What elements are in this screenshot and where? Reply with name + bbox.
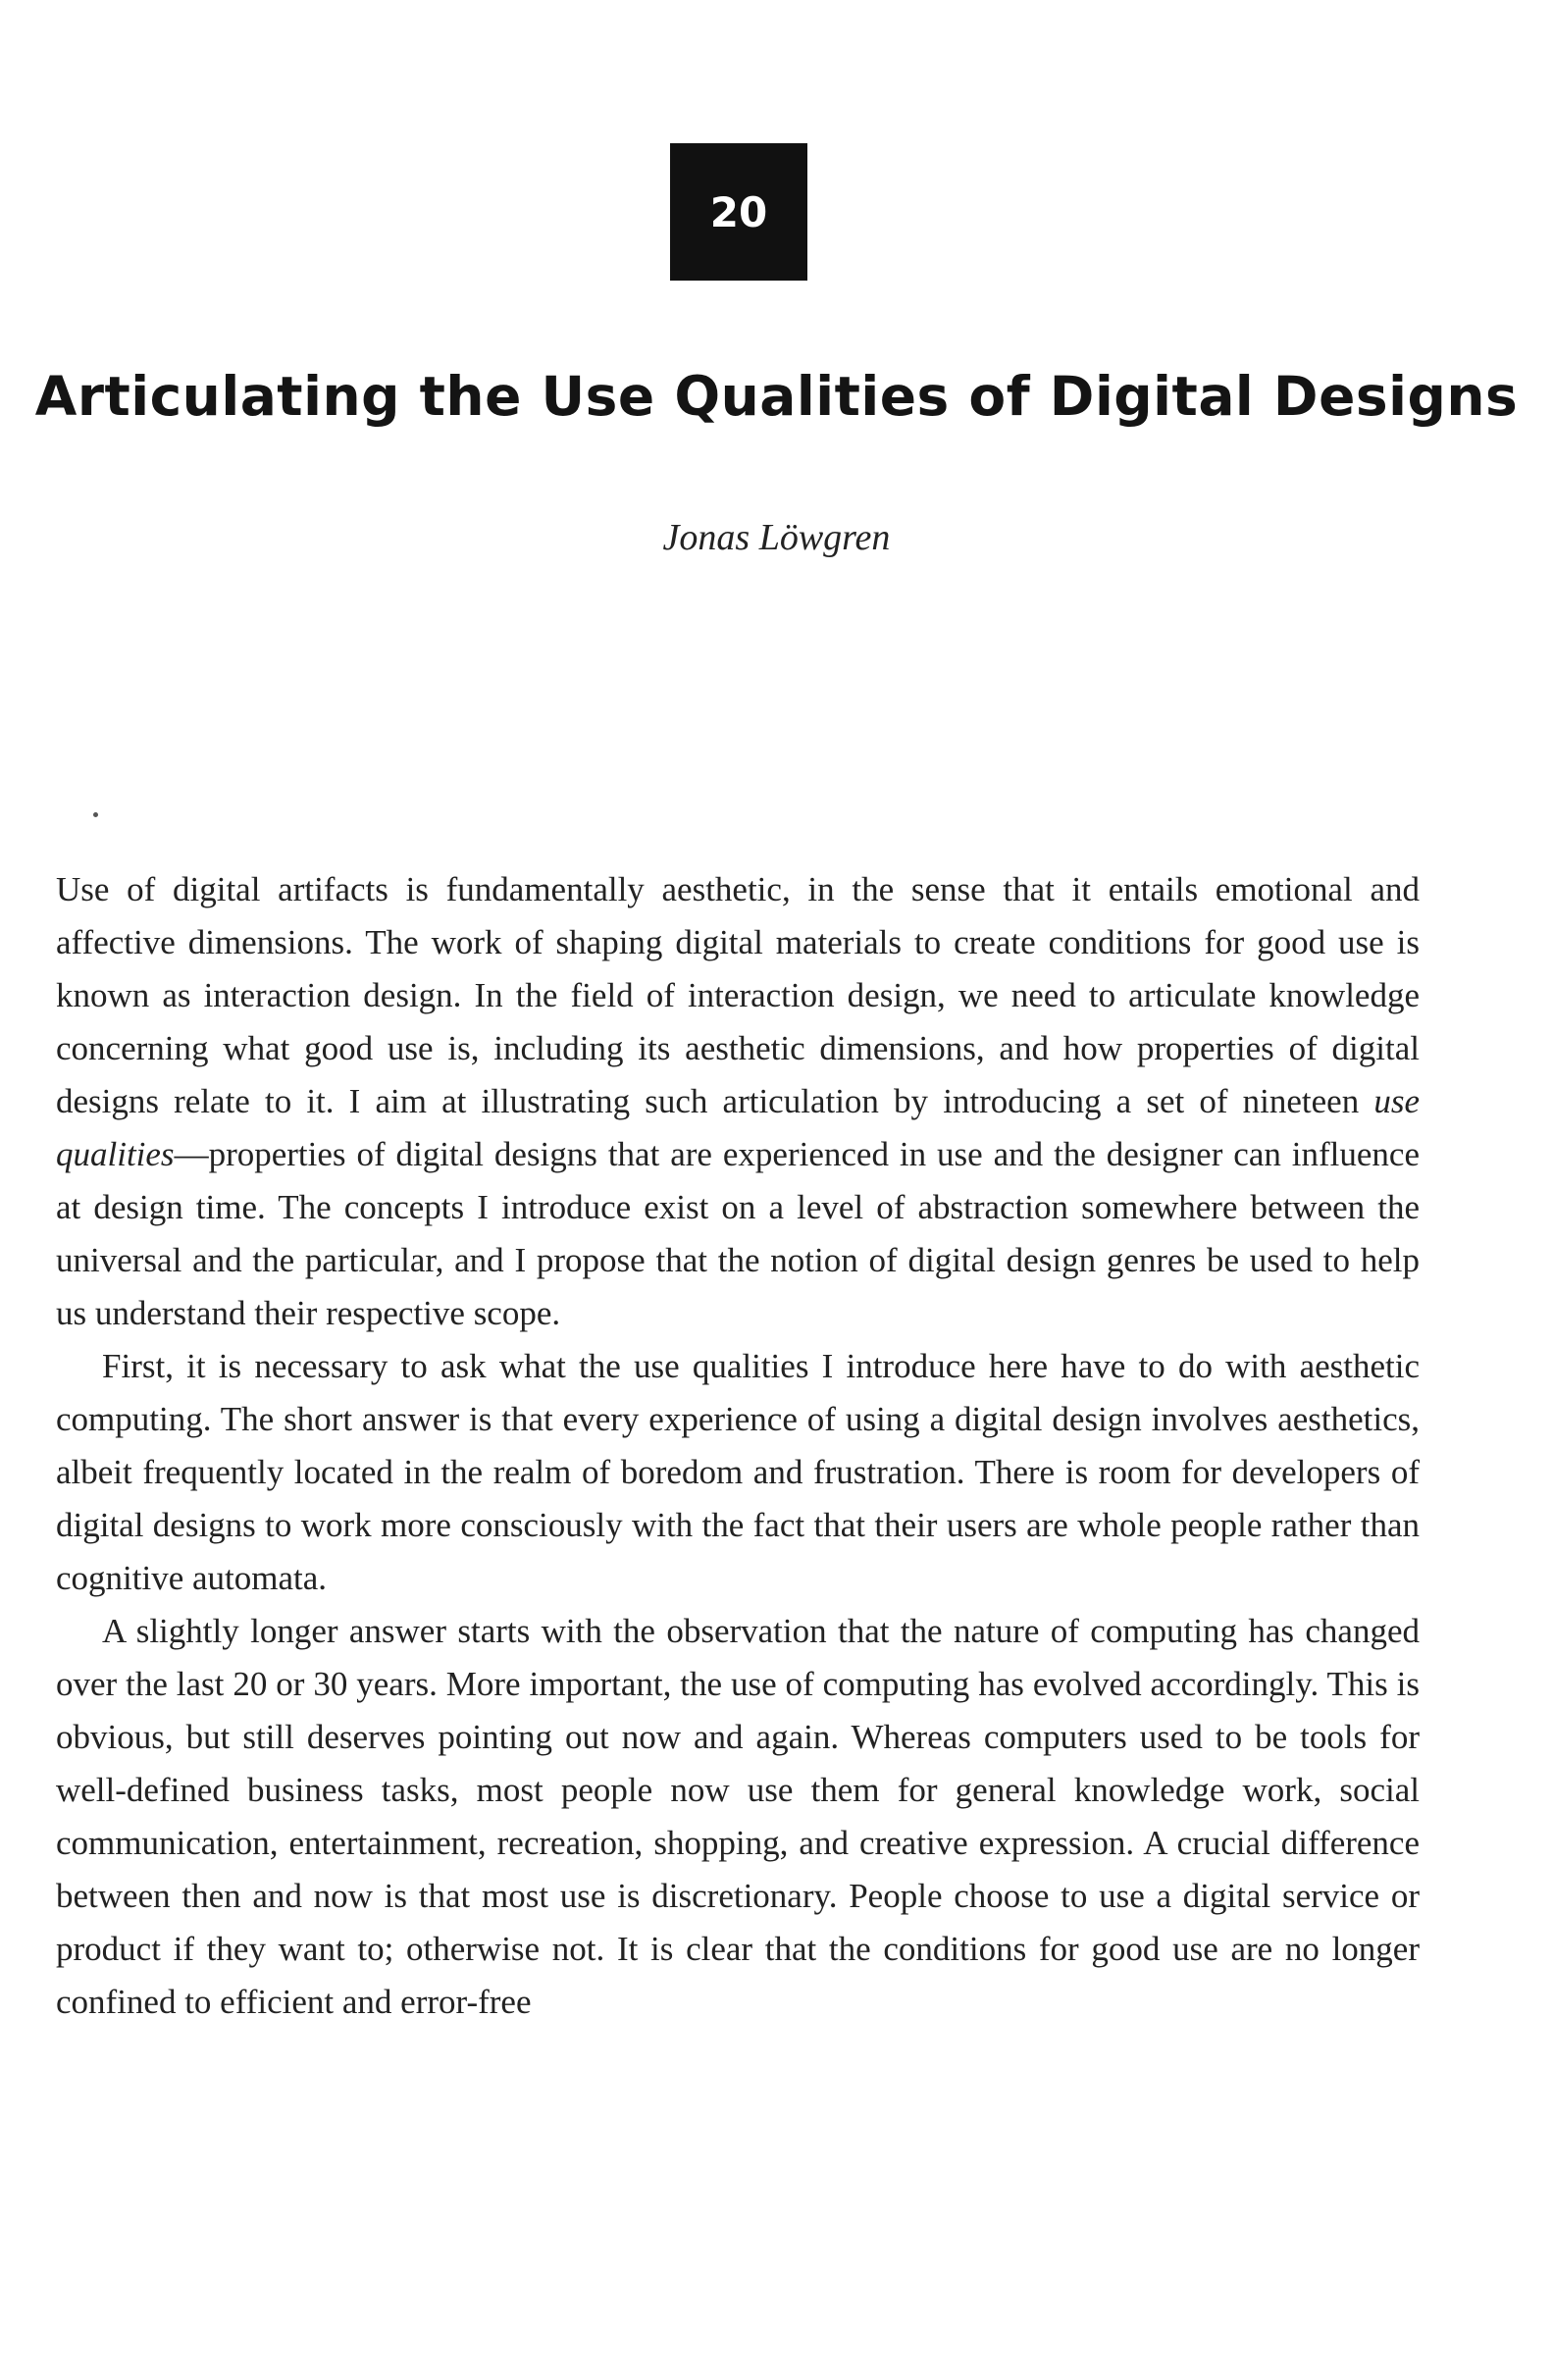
body-text <box>56 863 1420 2029</box>
scan-speck <box>93 812 98 817</box>
paragraph-2: First, it is necessary to ask what the use qualities I introduce here have to do with aesthetic computing. The short answer is that every experience of using a digital design involves aesthetics, albeit frequently located in the realm of boredom and frustration. There is room for developers of digital designs to work more consciously with the fact that their users are whole people rather than cognitive automata. <box>56 1347 1420 1597</box>
paragraph-3: A slightly longer answer starts with the observation that the nature of computing has changed over the last 20 or 30 years. More important, the use of computing has evolved accordingly. This is obvious, but still deserves pointing out now and again. Whereas computers used to be tools for well-defined business tasks, most people now use them for general knowledge work, social communication, entertainment, recreation, shopping, and creative expression. A crucial difference between then and now is that most use is discretionary. People choose to use a digital service or product if they want to; otherwise not. It is clear that the conditions for good use are no longer confined to efficient and error-free <box>56 1612 1420 2021</box>
paragraph-1 <box>56 863 1420 1340</box>
chapter-number: 20 <box>709 187 768 236</box>
chapter-title: Articulating the Use Qualities of Digital Designs <box>34 365 1519 428</box>
chapter-number-box <box>670 143 807 281</box>
author-name: Jonas Löwgren <box>662 517 891 558</box>
paragraph-1-part-1: Use of digital artifacts is fundamentally aesthetic, in the sense that it entails emotional and affective dimensions. The work of shaping digital materials to create conditions for good use is known as interaction design. In the field of interaction design, we need to articulate knowledge concerning what good use is, including its aesthetic dimensions, and how properties of digital designs relate to it. I aim at illustrating such articulation by introducing a set of nineteen <box>56 870 1420 1120</box>
paragraph-1-part-2: —properties of digital designs that are experienced in use and the designer can influence at design time. The concepts I introduce exist on a level of abstraction somewhere between the universal and the particular, and I propose that the notion of digital design genres be used to help us understand their respective scope. <box>56 1135 1420 1332</box>
paragraph-1-emphasis: use qualities <box>56 1082 1420 1173</box>
